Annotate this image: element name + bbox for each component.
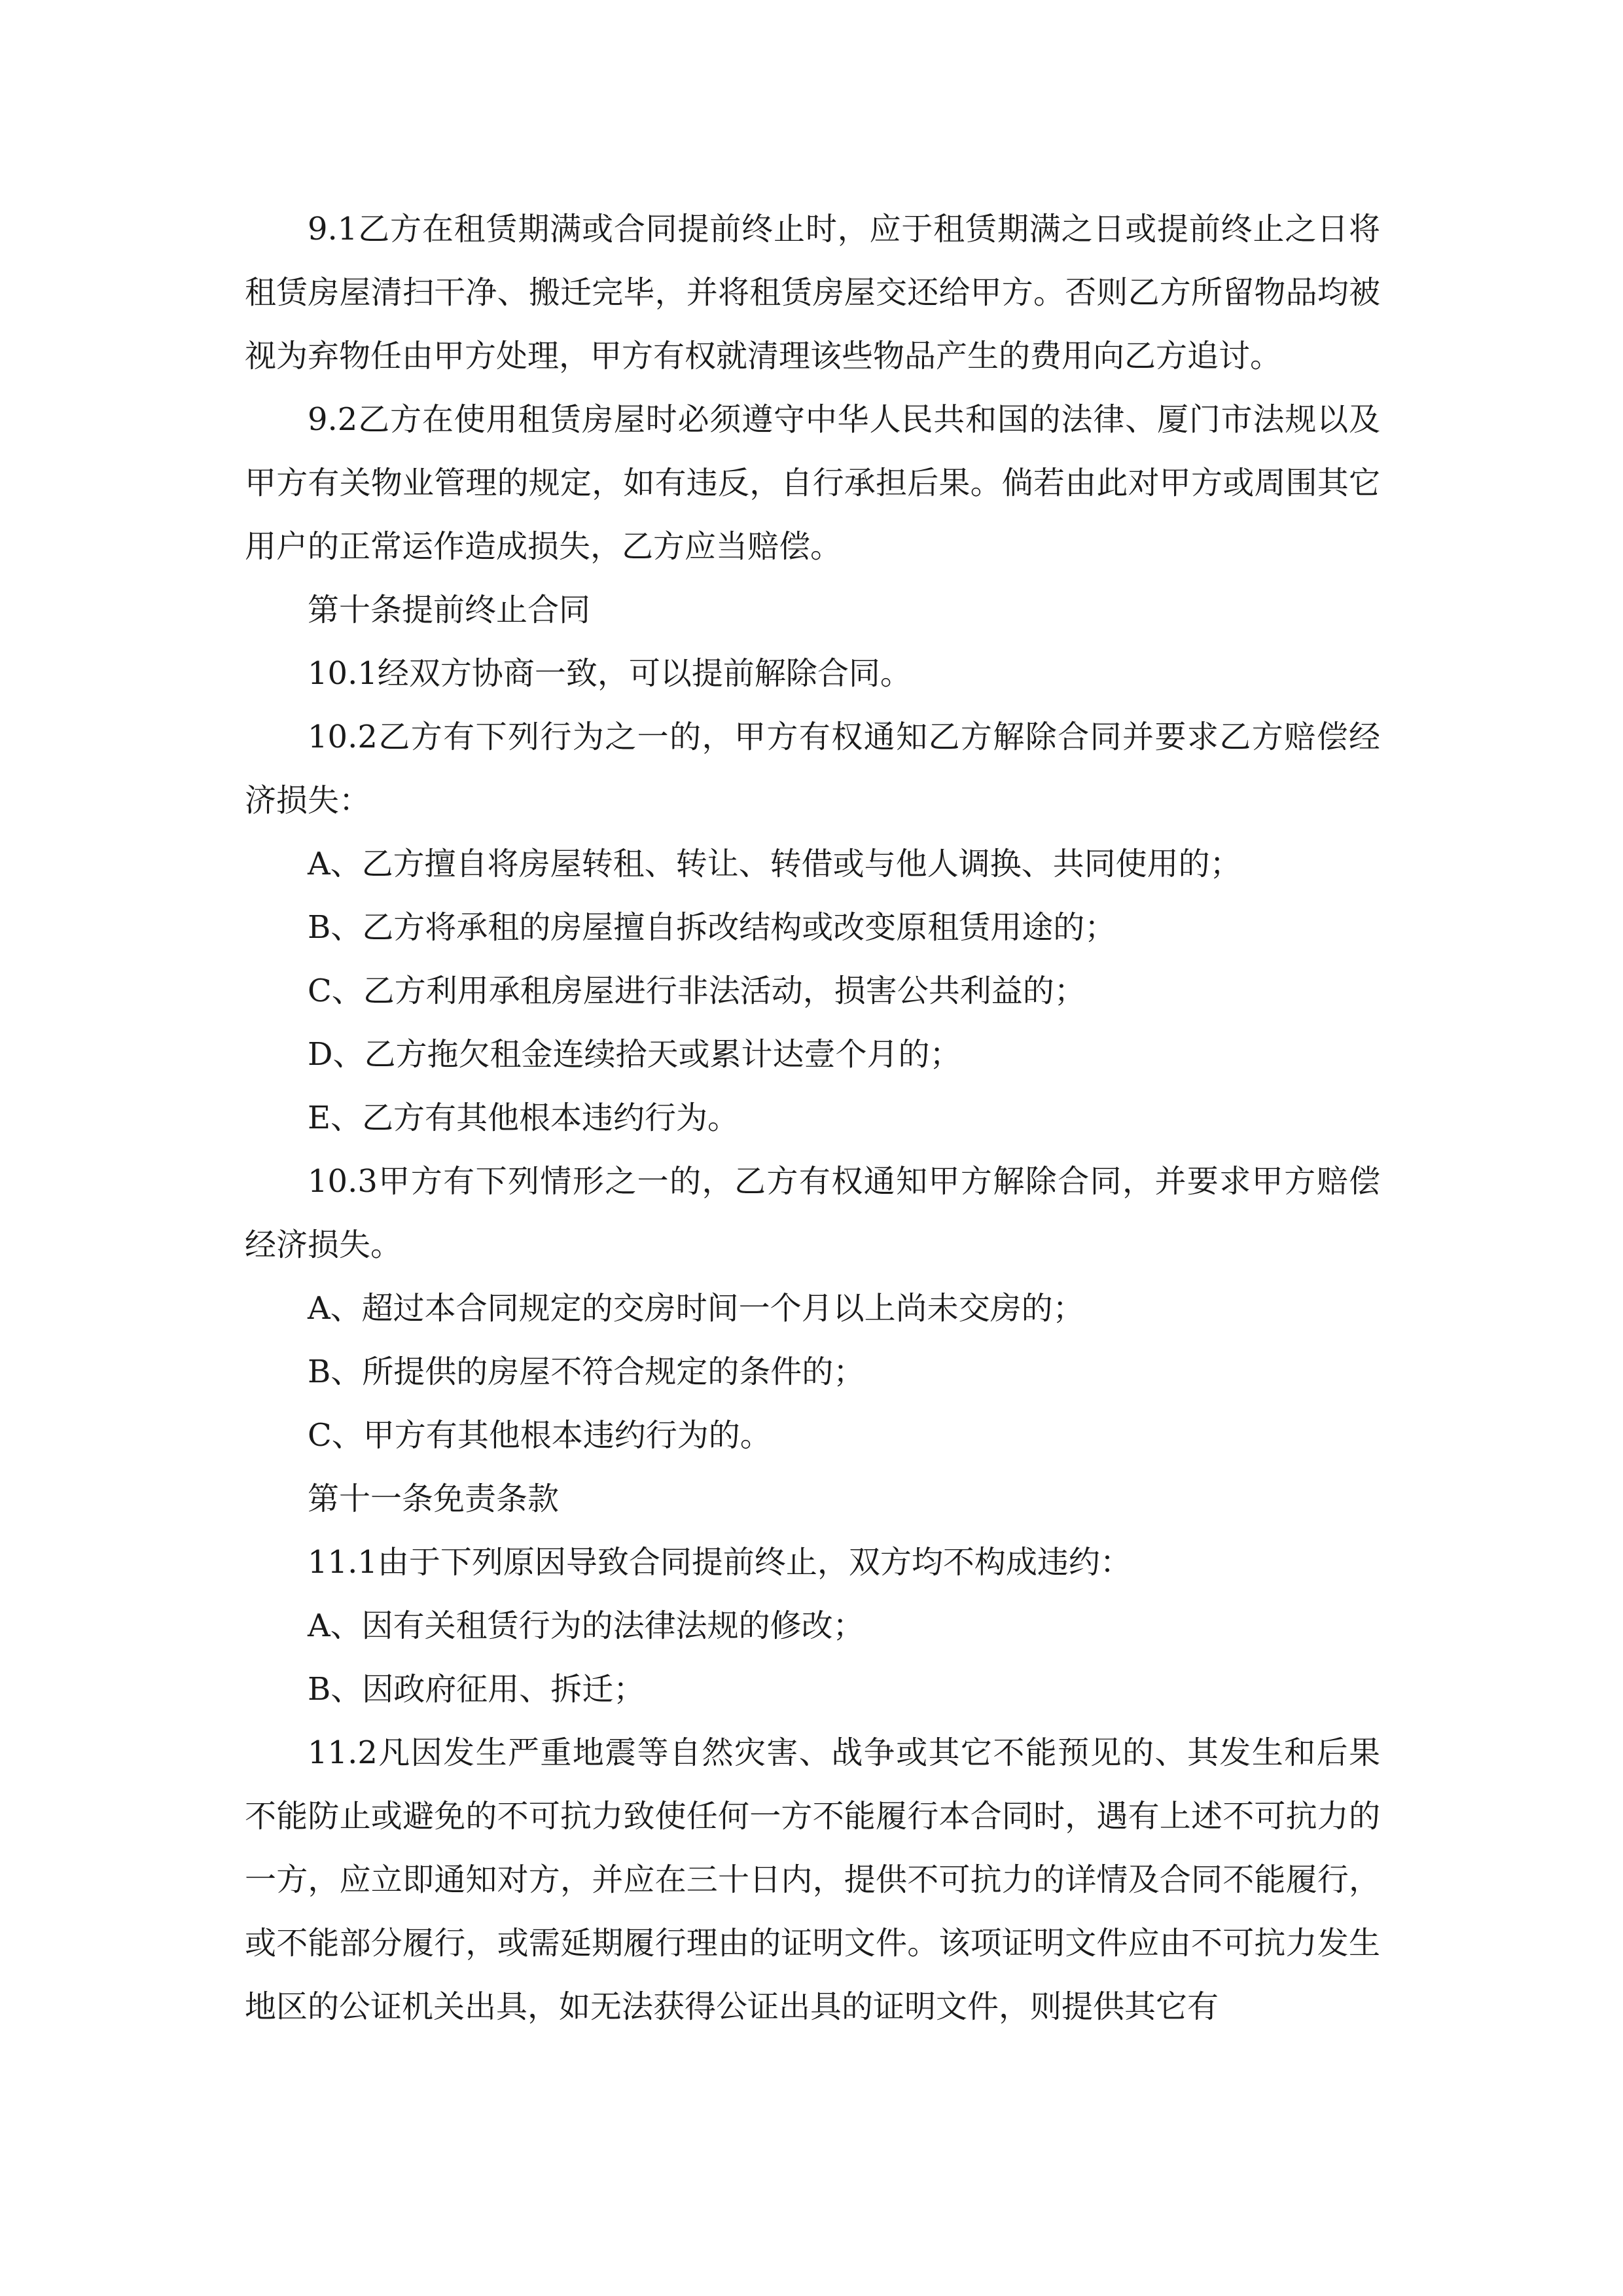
clause-10-2-item-b: B、乙方将承租的房屋擅自拆改结构或改变原租赁用途的；: [308, 909, 1116, 946]
clause-10-1: 10.1经双方协商一致，可以提前解除合同。: [308, 655, 912, 692]
clause-10-2-item-c: C、乙方利用承租房屋进行非法活动，损害公共利益的；: [308, 973, 1086, 1009]
clause-9-1: 9.1乙方在租赁期满或合同提前终止时，应于租赁期满之日或提前终止之日将租赁房屋清扫干净、搬迁完毕，并将租赁房屋交还给甲方。否则乙方所留物品均被视为弃物任由甲方处理，甲方有权就清理该些物品产生的费用向乙方追讨。: [245, 211, 1380, 374]
clause-10-3-item-b: B、所提供的房屋不符合规定的条件的；: [308, 1354, 865, 1390]
clause-11-1-item-b: B、因政府征用、拆迁；: [308, 1671, 645, 1708]
contract-body: [245, 198, 1380, 2039]
clause-9-2: 9.2乙方在使用租赁房屋时必须遵守中华人民共和国的法律、厦门市法规以及甲方有关物业管理的规定，如有违反，自行承担后果。倘若由此对甲方或周围其它用户的正常运作造成损失，乙方应当赔偿。: [245, 401, 1380, 565]
clause-11-1: 11.1由于下列原因导致合同提前终止，双方均不构成违约：: [308, 1544, 1132, 1581]
clause-11-2: 11.2凡因发生严重地震等自然灾害、战争或其它不能预见的、其发生和后果不能防止或避免的不可抗力致使任何一方不能履行本合同时，遇有上述不可抗力的一方，应立即通知对方，并应在三十日内，提供不可抗力的详情及合同不能履行，或不能部分履行，或需延期履行理由的证明文件。该项证明文件应由不可抗力发生地区的公证机关出具，如无法获得公证出具的证明文件，则提供其它有: [245, 1734, 1380, 2025]
clause-10-2-item-d: D、乙方拖欠租金连续拾天或累计达壹个月的；: [308, 1036, 961, 1073]
clause-11-1-item-a: A、因有关租赁行为的法律法规的修改；: [308, 1607, 865, 1644]
clause-10-3: 10.3甲方有下列情形之一的，乙方有权通知甲方解除合同，并要求甲方赔偿经济损失。: [245, 1163, 1380, 1263]
clause-10-3-item-c: C、甲方有其他根本违约行为的。: [308, 1417, 772, 1454]
article-11-heading: 第十一条免责条款: [308, 1480, 560, 1517]
article-10-heading: 第十条提前终止合同: [308, 592, 591, 628]
clause-10-2: 10.2乙方有下列行为之一的，甲方有权通知乙方解除合同并要求乙方赔偿经济损失：: [245, 719, 1380, 819]
clause-10-2-item-e: E、乙方有其他根本违约行为。: [308, 1100, 740, 1136]
clause-10-3-item-a: A、超过本合同规定的交房时间一个月以上尚未交房的；: [308, 1290, 1084, 1327]
clause-10-2-item-a: A、乙方擅自将房屋转租、转让、转借或与他人调换、共同使用的；: [308, 846, 1241, 882]
